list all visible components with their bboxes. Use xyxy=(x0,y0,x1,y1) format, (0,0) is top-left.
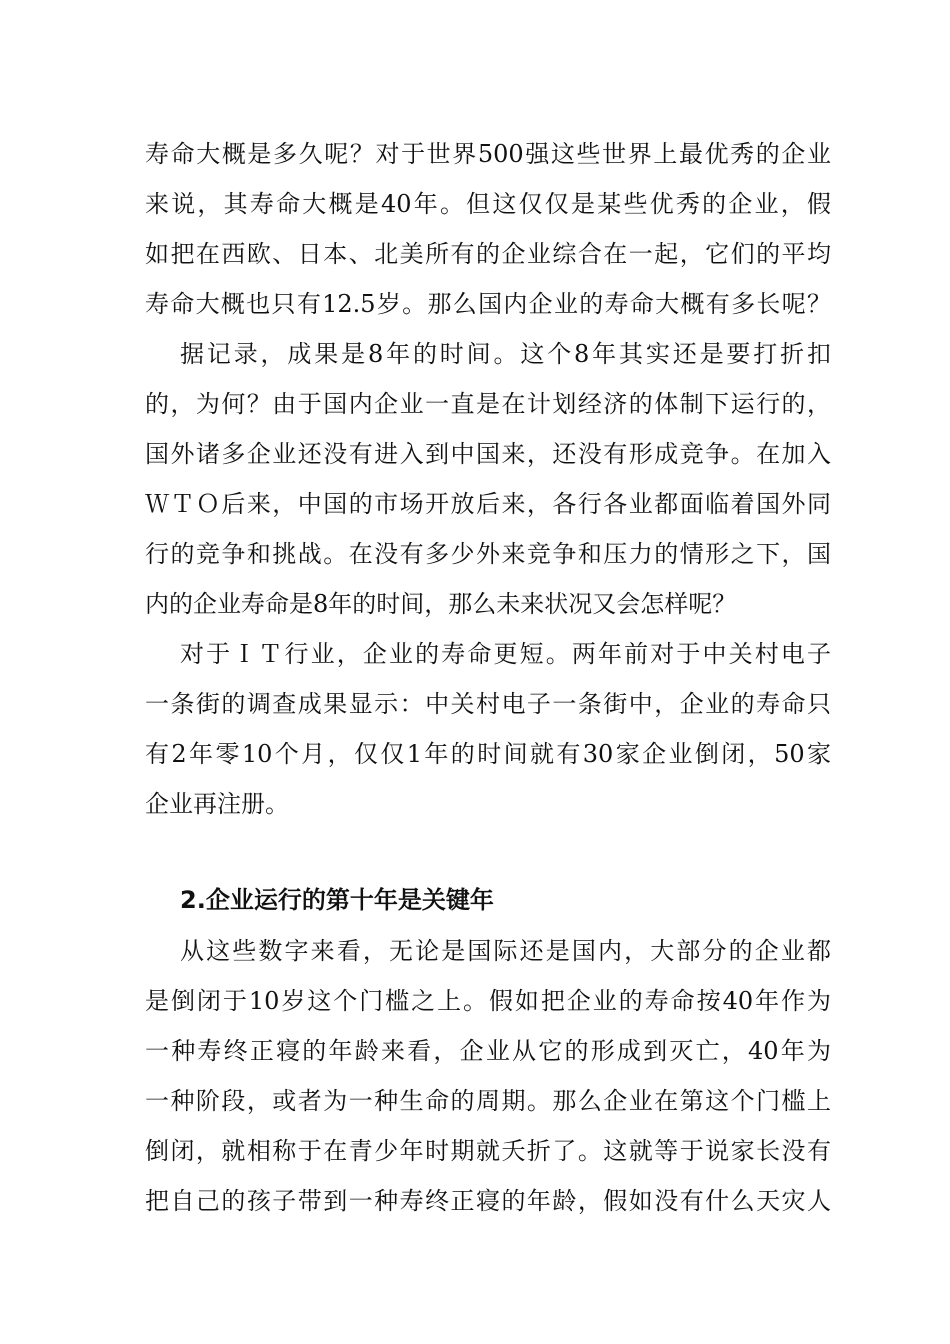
text-line: 来说，其寿命大概是40年。但这仅仅是某些优秀的企业，假 xyxy=(145,190,831,218)
text-line: 对于ＩＴ行业，企业的寿命更短。两年前对于中关村电子 xyxy=(180,640,831,668)
text-line: 有2年零10个月，仅仅1年的时间就有30家企业倒闭，50家 xyxy=(145,740,831,768)
text-line: 寿命大概也只有12.5岁。那么国内企业的寿命大概有多长呢？ xyxy=(145,290,831,318)
text-line: 内的企业寿命是8年的时间，那么未来状况又会怎样呢？ xyxy=(145,590,737,618)
text-line: 据记录，成果是8年的时间。这个8年其实还是要打折扣 xyxy=(180,340,831,368)
text-line: 是倒闭于10岁这个门槛之上。假如把企业的寿命按40年作为 xyxy=(145,987,831,1015)
text-line: 倒闭，就相称于在青少年时期就夭折了。这就等于说家长没有 xyxy=(145,1137,831,1165)
text-line: 一条街的调查成果显示：中关村电子一条街中，企业的寿命只 xyxy=(145,690,831,718)
text-line: 寿命大概是多久呢？对于世界500强这些世界上最优秀的企业 xyxy=(145,140,831,168)
text-line: 一种寿终正寝的年龄来看，企业从它的形成到灭亡，40年为 xyxy=(145,1037,831,1065)
text-line: 从这些数字来看，无论是国际还是国内，大部分的企业都 xyxy=(180,937,831,965)
text-line: 国外诸多企业还没有进入到中国来，还没有形成竞争。在加入 xyxy=(145,440,831,468)
text-line: 行的竞争和挑战。在没有多少外来竞争和压力的情形之下，国 xyxy=(145,540,831,568)
text-line: 的，为何？由于国内企业一直是在计划经济的体制下运行的， xyxy=(145,390,831,418)
text-line: 企业再注册。 xyxy=(145,790,289,818)
text-line: 如把在西欧、日本、北美所有的企业综合在一起，它们的平均 xyxy=(145,240,831,268)
text-line: 一种阶段，或者为一种生命的周期。那么企业在第这个门槛上 xyxy=(145,1087,831,1115)
text-line: 把自己的孩子带到一种寿终正寝的年龄，假如没有什么天灾人 xyxy=(145,1187,831,1215)
text-line: ＷＴＯ后来，中国的市场开放后来，各行各业都面临着国外同 xyxy=(145,490,831,518)
section-heading: 2.企业运行的第十年是关键年 xyxy=(180,886,494,914)
